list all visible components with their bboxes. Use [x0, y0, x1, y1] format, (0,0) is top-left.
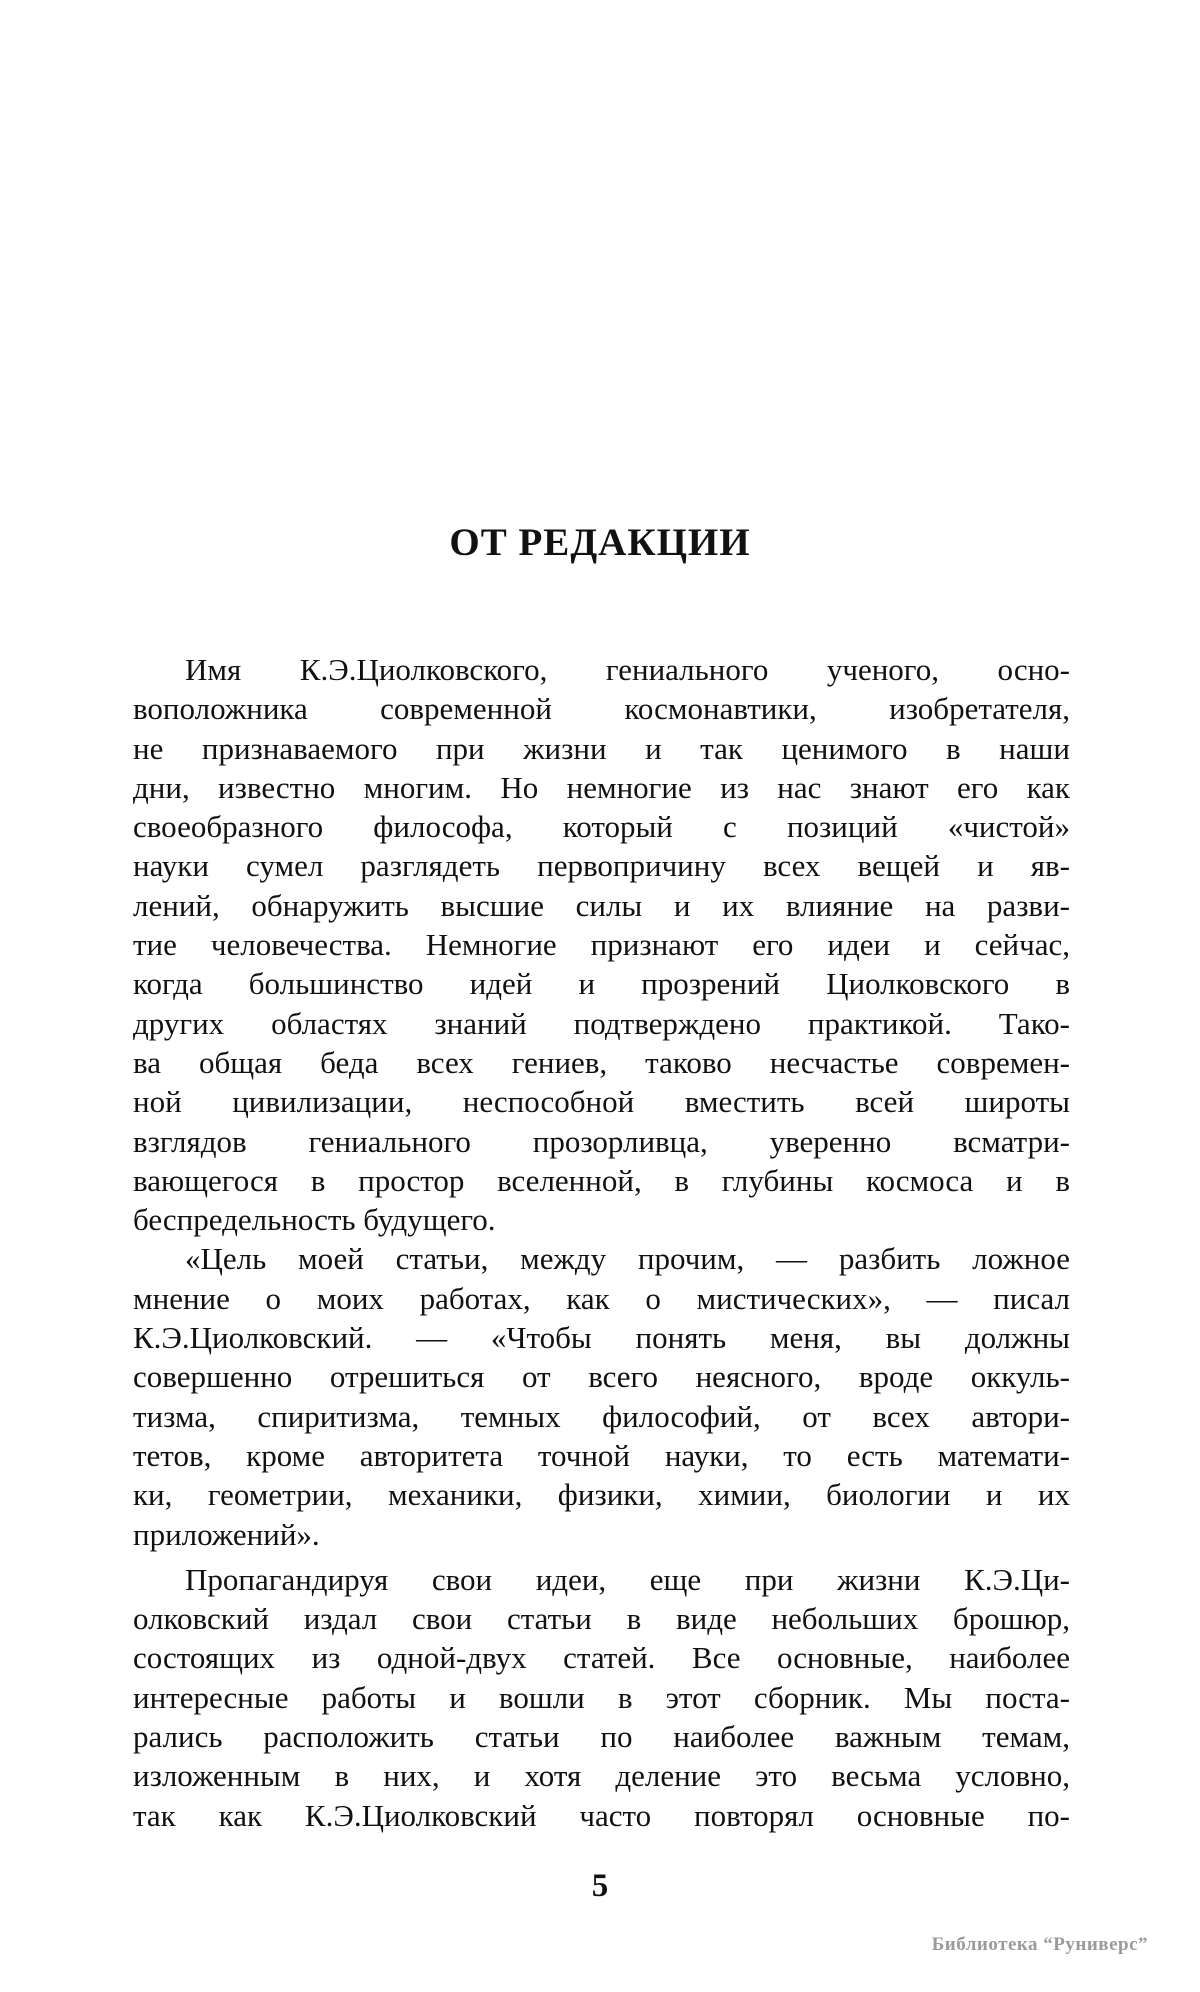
- text-line: тетов, кроме авторитета точной науки, то есть математи-: [133, 1437, 1070, 1473]
- text-line: приложений».: [133, 1516, 320, 1552]
- text-line: ва общая беда всех гениев, таково несчастье современ-: [133, 1044, 1070, 1080]
- text-line: Имя К.Э.Циолковского, гениального ученого, осно-: [185, 652, 1070, 687]
- text-line: не признаваемого при жизни и так ценимого в наши: [133, 730, 1070, 766]
- section-title: ОТ РЕДАКЦИИ: [449, 521, 751, 564]
- text-line: совершенно отрешиться от всего неясного, вроде оккуль-: [133, 1359, 1070, 1395]
- text-line: К.Э.Циолковский. — «Чтобы понять меня, вы должны: [133, 1320, 1070, 1356]
- text-line: воположника современной космонавтики, изобретателя,: [133, 691, 1070, 727]
- text-line: ки, геометрии, механики, физики, химии, биологии и их: [133, 1477, 1070, 1513]
- text-line: состоящих из одной-двух статей. Все основные, наиболее: [133, 1640, 1070, 1676]
- text-line: вающегося в простор вселенной, в глубины космоса и в: [133, 1162, 1070, 1198]
- text-line: беспредельность будущего.: [133, 1202, 496, 1238]
- text-line: мнение о моих работах, как о мистических», — писал: [133, 1280, 1070, 1316]
- body-text: [133, 650, 1070, 1835]
- text-line: науки сумел разглядеть первопричину всех вещей и яв-: [133, 848, 1070, 884]
- text-line: других областях знаний подтверждено практикой. Тако-: [133, 1005, 1070, 1041]
- text-line: интересные работы и вошли в этот сборник. Мы поста-: [133, 1679, 1070, 1715]
- page-number: 5: [591, 1868, 609, 1904]
- text-line: взглядов гениального прозорливца, уверенно всматри-: [133, 1123, 1070, 1159]
- text-line: лений, обнаружить высшие силы и их влияние на разви-: [133, 887, 1070, 923]
- text-line: тизма, спиритизма, темных философий, от всех автори-: [133, 1398, 1070, 1434]
- text-line: тие человечества. Немногие признают его идеи и сейчас,: [133, 927, 1070, 963]
- text-line: «Цель моей статьи, между прочим, — разбить ложное: [185, 1241, 1070, 1277]
- text-line: своеобразного философа, который с позиций «чистой»: [133, 809, 1070, 845]
- text-line: изложенным в них, и хотя деление это весьма условно,: [133, 1758, 1070, 1794]
- text-line: дни, известно многим. Но немногие из нас знают его как: [133, 769, 1070, 805]
- text-line: ной цивилизации, неспособной вместить всей широты: [133, 1084, 1070, 1120]
- text-line: когда большинство идей и прозрений Циолковского в: [133, 966, 1070, 1002]
- text-line: рались расположить статьи по наиболее важным темам,: [133, 1719, 1070, 1755]
- text-line: так как К.Э.Циолковский часто повторял основные по-: [133, 1797, 1070, 1833]
- text-line: олковский издал свои статьи в виде небольших брошюр,: [133, 1601, 1070, 1637]
- text-line: Пропагандируя свои идеи, еще при жизни К.Э.Ци-: [185, 1561, 1070, 1597]
- library-watermark: Библиотека “Руниверс”: [931, 1934, 1148, 1955]
